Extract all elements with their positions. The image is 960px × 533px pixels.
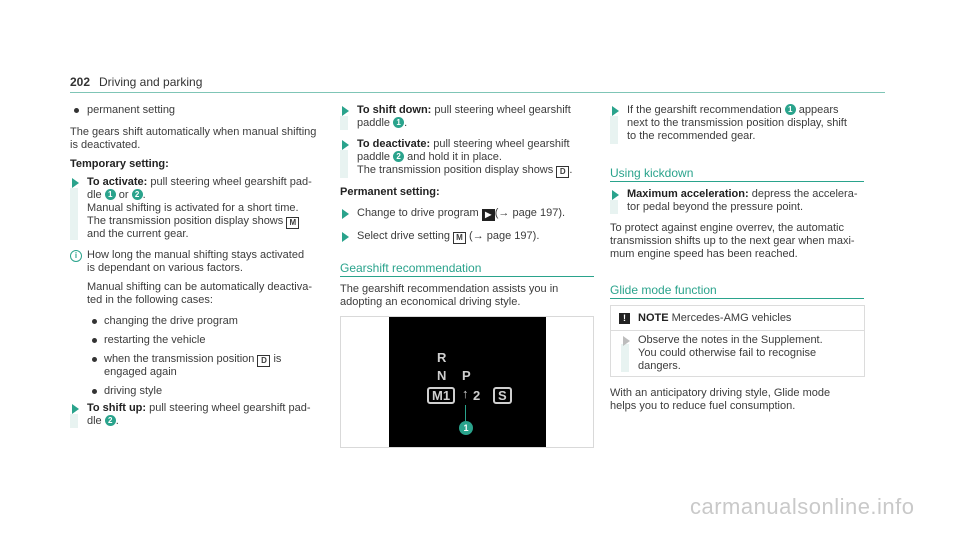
text: pull steering wheel gearshift: [430, 138, 570, 150]
paragraph-line: helps you to reduce fuel consumption.: [610, 400, 796, 412]
section-rule: [340, 276, 594, 277]
info-line: ted in the following cases:: [87, 294, 213, 306]
step-arrow-icon: [612, 190, 619, 200]
text: paddle: [357, 117, 394, 129]
text: pull steering wheel gearshift pad-: [146, 402, 311, 414]
text: dle: [87, 415, 105, 427]
bullet-dot: [92, 319, 97, 324]
step-stripe: [340, 116, 348, 130]
bullet-dot: [92, 357, 97, 362]
callout-1-icon: 1: [393, 117, 404, 128]
step-stripe: [610, 200, 618, 214]
step-arrow-icon: [72, 178, 79, 188]
transmission-display-screen: [389, 317, 546, 447]
note-box: [610, 305, 865, 377]
temporary-setting-heading: Temporary setting:: [70, 158, 169, 170]
text: The transmission position display shows: [357, 164, 557, 176]
step-stripe: [70, 188, 78, 240]
step-arrow-icon: [342, 140, 349, 150]
note-line: You could otherwise fail to recognise: [638, 347, 817, 359]
activate-line-2: [87, 189, 146, 202]
info-list-item: restarting the vehicle: [104, 334, 206, 346]
recommend-line-1: [627, 104, 839, 117]
text: or: [115, 189, 132, 201]
activate-line-5: and the current gear.: [87, 228, 189, 240]
m-symbol-icon: M: [453, 232, 466, 244]
note-line: dangers.: [638, 360, 681, 372]
paragraph-line: The gearshift recommendation assists you in: [340, 283, 559, 295]
m-symbol-icon: M: [286, 217, 299, 229]
text: Select drive setting: [357, 230, 453, 242]
info-list-item: changing the drive program: [104, 315, 238, 327]
d-symbol-icon: D: [556, 166, 569, 178]
step-stripe: [621, 344, 629, 372]
text: appears: [795, 104, 839, 116]
paragraph-line: adopting an economical driving style.: [340, 296, 521, 308]
paragraph-line: The gears shift automatically when manual shifting: [70, 126, 317, 138]
text: .: [142, 189, 146, 201]
shift-down-label: To shift down:: [357, 104, 432, 116]
d-symbol-icon: D: [257, 355, 270, 367]
deactivate-line-3: [357, 164, 572, 178]
deactivate-line-1: [357, 138, 570, 151]
glide-mode-heading: Glide mode function: [610, 283, 717, 297]
activate-line-4: [87, 215, 299, 229]
info-list-item: [104, 353, 281, 367]
gear-m1-indicator: M1: [427, 387, 455, 404]
callout-1-icon: 1: [105, 189, 116, 200]
step-arrow-icon: [342, 106, 349, 116]
gear-n-label: N: [437, 368, 447, 383]
shift-up-label: To shift up:: [87, 402, 147, 414]
step-arrow-icon: [612, 106, 619, 116]
step-stripe: [610, 116, 618, 144]
step-arrow-icon: [342, 209, 349, 219]
info-list-item: engaged again: [104, 366, 177, 378]
shift-up-line-2: [87, 415, 119, 428]
paragraph-line: To protect against engine overrev, the automatic: [610, 222, 844, 234]
text: depress the accelera-: [748, 188, 858, 200]
text: pull steering wheel gearshift: [431, 104, 571, 116]
deactivate-line-2: [357, 151, 502, 164]
header-rule: [70, 92, 885, 93]
page-title: Driving and parking: [99, 75, 203, 89]
note-line: Observe the notes in the Supplement.: [638, 334, 823, 346]
step-stripe: [70, 414, 78, 428]
max-accel-line-1: [627, 188, 858, 201]
callout-2-icon: 2: [132, 189, 143, 200]
bullet-dot: [74, 108, 79, 113]
note-header: [638, 312, 791, 325]
text: is: [273, 353, 282, 365]
section-rule: [610, 298, 864, 299]
sport-mode-indicator: S: [493, 387, 512, 404]
page-number: 202: [70, 75, 91, 89]
deactivate-label: To deactivate:: [357, 138, 431, 150]
step-stripe: [340, 150, 348, 178]
text: .: [404, 117, 408, 129]
permanent-setting-heading: Permanent setting:: [340, 186, 440, 198]
text: and hold it in place.: [404, 151, 502, 163]
info-list-item: driving style: [104, 385, 163, 397]
recommend-line-3: to the recommended gear.: [627, 130, 756, 142]
paragraph-line: With an anticipatory driving style, Glide mode: [610, 387, 831, 399]
text: .: [569, 164, 573, 176]
text: Mercedes-AMG vehicles: [668, 312, 792, 324]
change-program-line: [357, 207, 565, 221]
text: Change to drive program: [357, 207, 482, 219]
page-reference-link[interactable]: (→ page 197).: [466, 230, 540, 242]
text: dle: [87, 189, 105, 201]
info-icon: i: [70, 250, 82, 262]
gear-r-label: R: [437, 350, 447, 365]
drive-program-icon: ▶: [482, 209, 495, 221]
callout-1-icon: 1: [459, 421, 473, 435]
step-arrow-icon: [342, 232, 349, 242]
using-kickdown-heading: Using kickdown: [610, 166, 694, 180]
info-line: Manual shifting can be automatically deactiva-: [87, 281, 313, 293]
text: .: [115, 415, 119, 427]
max-accel-line-2: tor pedal beyond the pressure point.: [627, 201, 804, 213]
step-arrow-icon: [72, 404, 79, 414]
text: If the gearshift recommendation: [627, 104, 785, 116]
page-reference-link[interactable]: (→ page 197).: [494, 207, 566, 219]
watermark-text: carmanualsonline.info: [690, 494, 915, 519]
shift-down-line-2: [357, 117, 407, 130]
bullet-permanent-setting: permanent setting: [87, 104, 176, 116]
info-line: is dependant on various factors.: [87, 262, 243, 274]
max-accel-label: Maximum acceleration:: [627, 188, 749, 200]
text: when the transmission position: [104, 353, 258, 365]
text: paddle: [357, 151, 394, 163]
paragraph-line: mum engine speed has been reached.: [610, 248, 798, 260]
upshift-arrow-icon: ↑: [462, 386, 469, 401]
gearshift-display-illustration: [340, 316, 594, 448]
recommended-gear-label: 2: [473, 388, 481, 403]
bullet-dot: [92, 338, 97, 343]
shift-up-line-1: [87, 402, 311, 415]
gear-p-label: P: [462, 368, 471, 383]
activate-line-1: [87, 176, 312, 189]
text: The transmission position display shows: [87, 215, 287, 227]
gearshift-recommendation-heading: Gearshift recommendation: [340, 261, 482, 275]
section-rule: [610, 181, 864, 182]
paragraph-line: is deactivated.: [70, 139, 141, 151]
info-line: How long the manual shifting stays activated: [87, 249, 305, 261]
select-setting-line: [357, 230, 539, 244]
shift-down-line-1: [357, 104, 571, 117]
callout-2-icon: 2: [105, 415, 116, 426]
paragraph-line: transmission shifts up to the next gear when maxi-: [610, 235, 855, 247]
text: pull steering wheel gearshift pad-: [147, 176, 312, 188]
activate-line-3: Manual shifting is activated for a short time.: [87, 202, 299, 214]
note-label: NOTE: [638, 312, 669, 324]
callout-2-icon: 2: [393, 151, 404, 162]
recommend-line-2: next to the transmission position display, shift: [627, 117, 847, 129]
callout-1-icon: 1: [785, 104, 796, 115]
activate-label: To activate:: [87, 176, 148, 188]
note-divider: [611, 330, 864, 331]
bullet-dot: [92, 389, 97, 394]
step-arrow-icon: [623, 336, 630, 346]
warning-exclamation-icon: !: [619, 313, 630, 324]
